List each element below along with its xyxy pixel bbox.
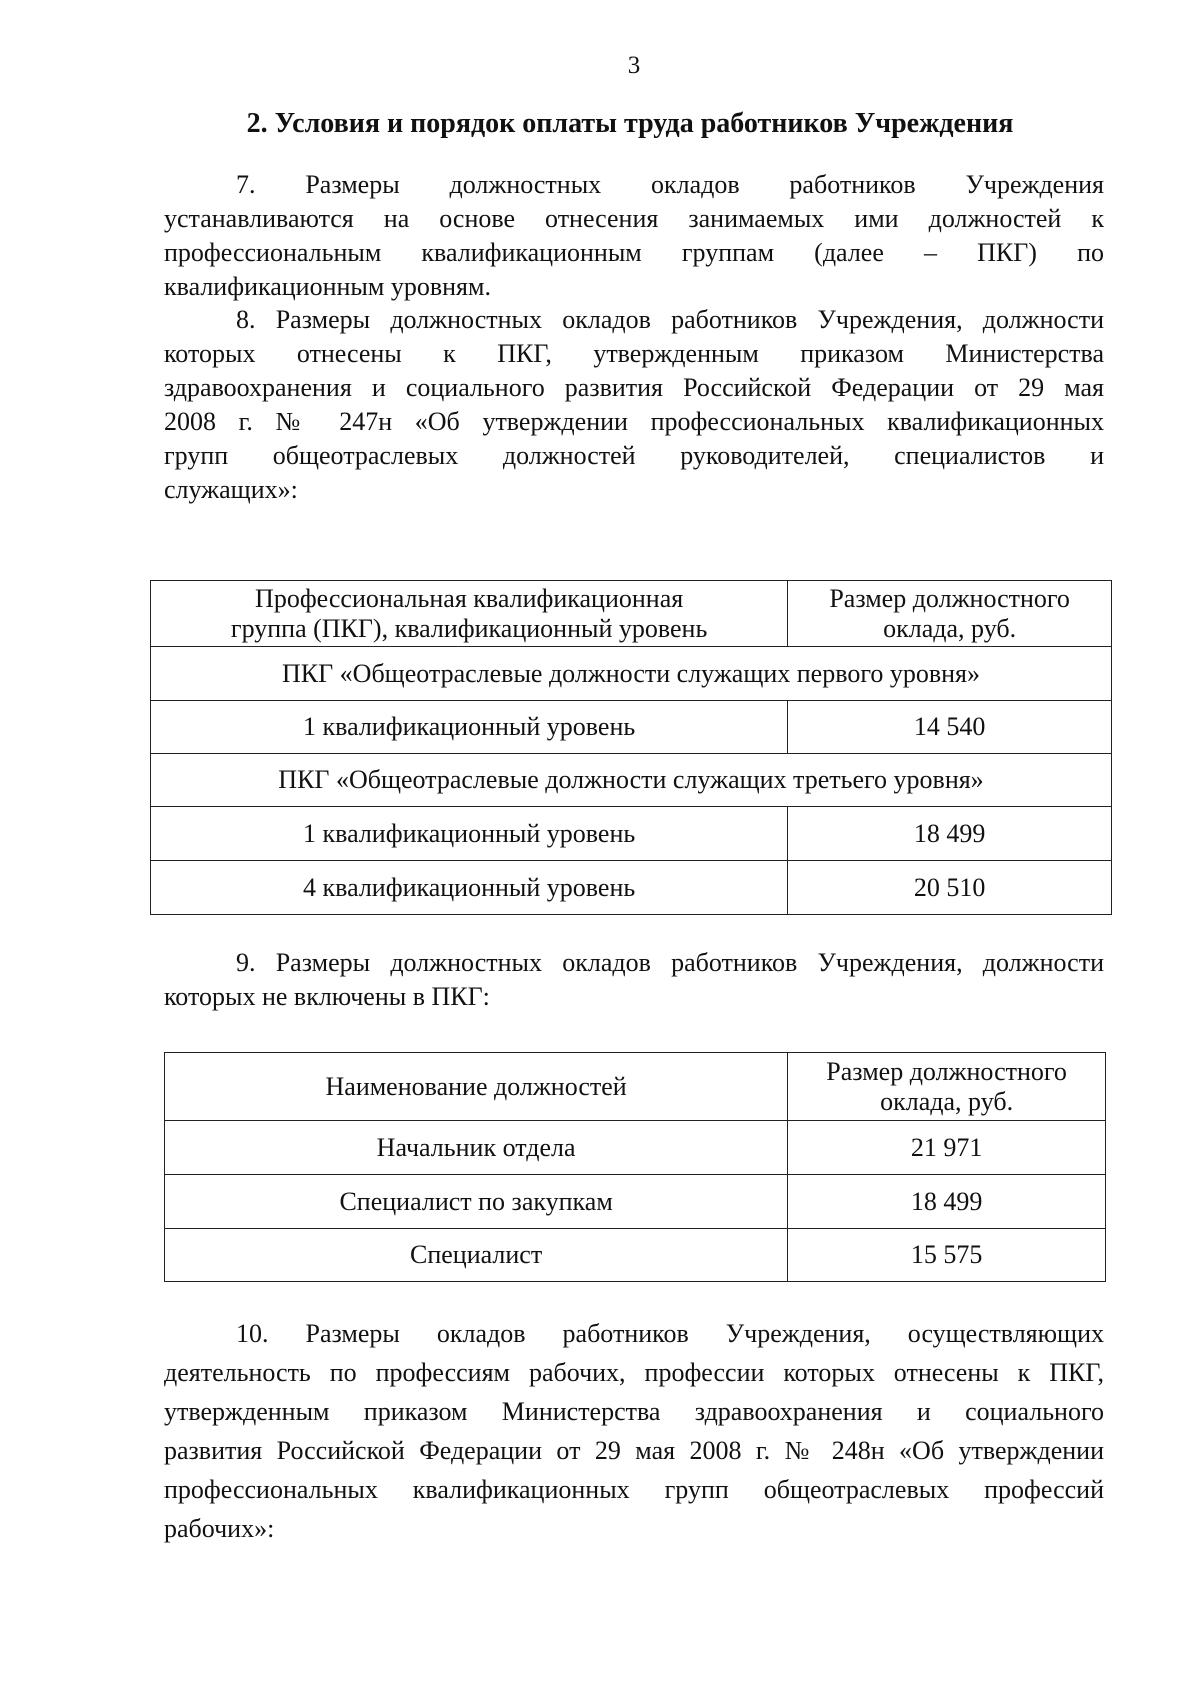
section-heading: 2. Условия и порядок оплаты труда работников Учреждения (246, 108, 1014, 139)
paragraph-line: здравоохранения и социального развития Российской Федерации от 29 мая (164, 373, 1104, 402)
paragraph-line: утвержденным приказом Министерства здравоохранения и социального (164, 1397, 1104, 1426)
paragraph-7 (164, 168, 1104, 304)
paragraph-line: деятельность по профессиям рабочих, профессии которых отнесены к ПКГ, (164, 1358, 1104, 1387)
paragraph-8 (164, 303, 1104, 507)
paragraph-line: служащих»: (164, 475, 298, 504)
paragraph-line: 2008 г. № 247н «Об утверждении профессиональных квалификационных (164, 407, 1104, 436)
paragraph-line: профессиональным квалификационным группам (далее – ПКГ) по (164, 238, 1104, 267)
page-number: 3 (627, 52, 641, 79)
position-cell: Специалист по закупкам (165, 1175, 788, 1229)
paragraph-9 (164, 946, 1104, 1014)
table-header-row (165, 1053, 1106, 1121)
paragraph-line: 7. Размеры должностных окладов работников Учреждения (236, 170, 1104, 199)
table-row (151, 701, 1112, 754)
group-title: ПКГ «Общеотраслевые должности служащих третьего уровня» (151, 754, 1112, 807)
table-row (165, 1229, 1106, 1282)
header-text: оклада, руб. (883, 613, 1017, 643)
salary-cell: 18 499 (788, 1175, 1106, 1229)
level-cell: 1 квалификационный уровень (151, 701, 788, 754)
header-cell-group (151, 581, 788, 647)
salary-cell: 15 575 (788, 1229, 1106, 1282)
table-row (151, 861, 1112, 915)
position-cell: Специалист (165, 1229, 788, 1282)
paragraph-line: устанавливаются на основе отнесения занимаемых ими должностей к (164, 204, 1104, 233)
paragraph-line: 8. Размеры должностных окладов работников Учреждения, должности (236, 305, 1104, 334)
table-row (151, 807, 1112, 861)
paragraph-line: 9. Размеры должностных окладов работников Учреждения, должности (236, 948, 1104, 977)
paragraph-line: групп общеотраслевых должностей руководителей, специалистов и (164, 441, 1104, 470)
header-text: Размер должностного (826, 1056, 1067, 1086)
salary-cell: 14 540 (788, 701, 1112, 754)
header-text: Профессиональная квалификационная (255, 583, 684, 613)
paragraph-line: которых не включены в ПКГ: (164, 982, 490, 1011)
group-title: ПКГ «Общеотраслевые должности служащих первого уровня» (151, 647, 1112, 701)
paragraph-10 (164, 1314, 1104, 1548)
header-text: оклада, руб. (880, 1086, 1014, 1116)
table-header-row (151, 581, 1112, 647)
paragraph-line: развития Российской Федерации от 29 мая 2008 г. № 248н «Об утверждении (164, 1436, 1104, 1465)
salary-cell: 21 971 (788, 1121, 1106, 1175)
positions-salary-table (164, 1052, 1106, 1282)
paragraph-line: которых отнесены к ПКГ, утвержденным приказом Министерства (164, 339, 1104, 368)
paragraph-line: 10. Размеры окладов работников Учреждения, осуществляющих (236, 1319, 1104, 1348)
level-cell: 4 квалификационный уровень (151, 861, 788, 915)
salary-cell: 18 499 (788, 807, 1112, 861)
header-cell-salary (788, 581, 1112, 647)
level-cell: 1 квалификационный уровень (151, 807, 788, 861)
paragraph-line: профессиональных квалификационных групп общеотраслевых профессий (164, 1475, 1104, 1504)
header-text: Размер должностного (829, 583, 1070, 613)
paragraph-line: рабочих»: (164, 1514, 275, 1543)
salary-cell: 20 510 (788, 861, 1112, 915)
group-row (151, 647, 1112, 701)
table-row (165, 1175, 1106, 1229)
header-cell-salary (788, 1053, 1106, 1121)
paragraph-line: квалификационным уровням. (164, 272, 491, 301)
pkg-salary-table (150, 580, 1112, 915)
header-text: группа (ПКГ), квалификационный уровень (230, 613, 708, 643)
header-cell-position: Наименование должностей (165, 1053, 788, 1121)
group-row (151, 754, 1112, 807)
position-cell: Начальник отдела (165, 1121, 788, 1175)
table-row (165, 1121, 1106, 1175)
